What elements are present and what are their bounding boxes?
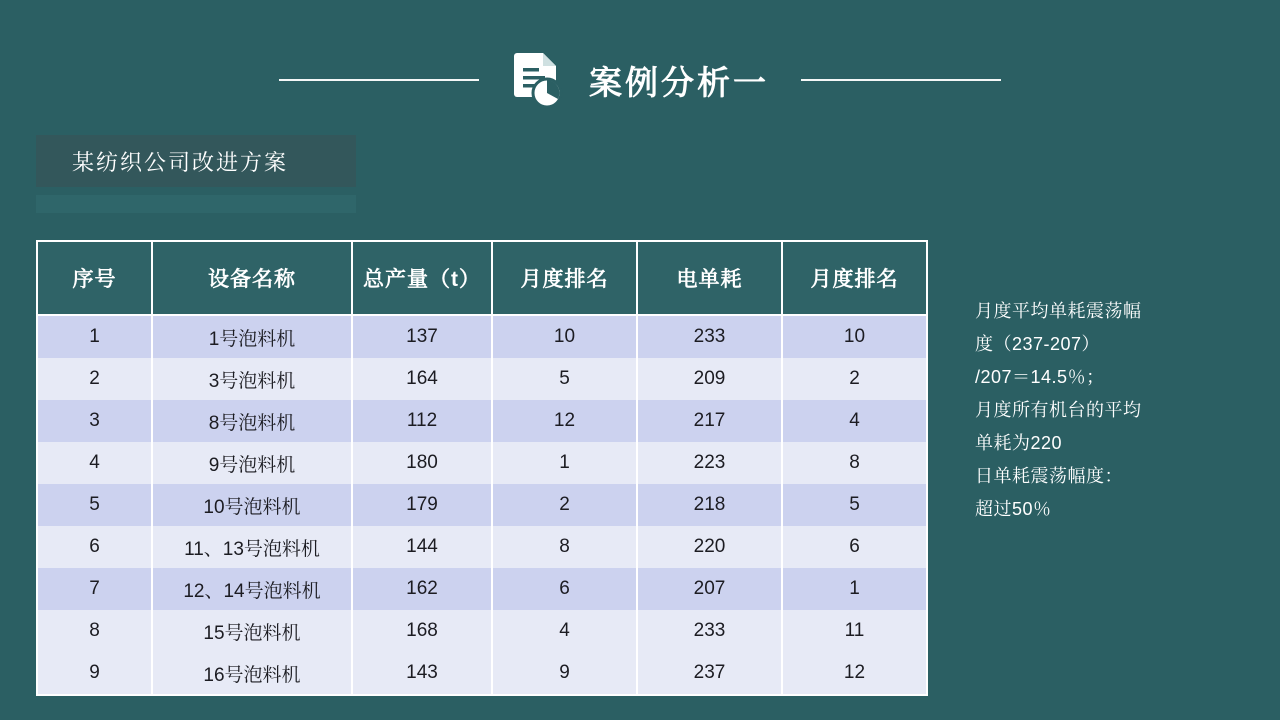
cell-monthly-rank-1: 6 bbox=[492, 568, 637, 610]
cell-unit-power: 207 bbox=[637, 568, 782, 610]
table-row bbox=[37, 442, 927, 484]
cell-unit-power: 220 bbox=[637, 526, 782, 568]
cell-monthly-rank-1: 8 bbox=[492, 526, 637, 568]
table-header-row bbox=[37, 241, 927, 315]
cell-total-output: 137 bbox=[352, 315, 492, 358]
cell-total-output: 144 bbox=[352, 526, 492, 568]
cell-unit-power: 237 bbox=[637, 652, 782, 695]
cell-monthly-rank-2: 10 bbox=[782, 315, 927, 358]
cell-unit-power: 217 bbox=[637, 400, 782, 442]
cell-device-name: 1号泡料机 bbox=[152, 315, 352, 358]
cell-index: 9 bbox=[37, 652, 152, 695]
cell-index: 3 bbox=[37, 400, 152, 442]
cell-device-name: 15号泡料机 bbox=[152, 610, 352, 652]
cell-total-output: 168 bbox=[352, 610, 492, 652]
cell-unit-power: 218 bbox=[637, 484, 782, 526]
cell-monthly-rank-2: 6 bbox=[782, 526, 927, 568]
column-header-unit-power: 电单耗 bbox=[637, 241, 782, 315]
table-row bbox=[37, 484, 927, 526]
column-header-device-name: 设备名称 bbox=[152, 241, 352, 315]
table-row bbox=[37, 610, 927, 652]
note-line: 月度平均单耗震荡幅 bbox=[975, 301, 1142, 321]
data-table-container bbox=[36, 240, 926, 696]
table-row bbox=[37, 358, 927, 400]
column-header-monthly-rank-1: 月度排名 bbox=[492, 241, 637, 315]
cell-monthly-rank-2: 12 bbox=[782, 652, 927, 695]
table-row bbox=[37, 400, 927, 442]
cell-device-name: 12、14号泡料机 bbox=[152, 568, 352, 610]
document-report-icon bbox=[511, 51, 563, 109]
column-header-index: 序号 bbox=[37, 241, 152, 315]
cell-monthly-rank-2: 11 bbox=[782, 610, 927, 652]
cell-device-name: 9号泡料机 bbox=[152, 442, 352, 484]
section-tag bbox=[36, 135, 356, 187]
cell-monthly-rank-1: 1 bbox=[492, 442, 637, 484]
cell-unit-power: 223 bbox=[637, 442, 782, 484]
cell-device-name: 8号泡料机 bbox=[152, 400, 352, 442]
cell-index: 5 bbox=[37, 484, 152, 526]
table-row bbox=[37, 315, 927, 358]
cell-total-output: 179 bbox=[352, 484, 492, 526]
column-header-total-output: 总产量（t） bbox=[352, 241, 492, 315]
cell-monthly-rank-2: 5 bbox=[782, 484, 927, 526]
cell-monthly-rank-2: 8 bbox=[782, 442, 927, 484]
note-line: 单耗为220 bbox=[975, 433, 1063, 453]
cell-total-output: 112 bbox=[352, 400, 492, 442]
note-line: 超过50％ bbox=[975, 499, 1052, 519]
cell-monthly-rank-1: 10 bbox=[492, 315, 637, 358]
cell-index: 2 bbox=[37, 358, 152, 400]
cell-index: 6 bbox=[37, 526, 152, 568]
column-header-monthly-rank-2: 月度排名 bbox=[782, 241, 927, 315]
cell-total-output: 164 bbox=[352, 358, 492, 400]
cell-monthly-rank-1: 5 bbox=[492, 358, 637, 400]
analysis-notes bbox=[975, 295, 1255, 526]
cell-monthly-rank-2: 2 bbox=[782, 358, 927, 400]
note-line: 日单耗震荡幅度： bbox=[975, 466, 1123, 486]
cell-device-name: 10号泡料机 bbox=[152, 484, 352, 526]
cell-monthly-rank-2: 4 bbox=[782, 400, 927, 442]
table-row bbox=[37, 568, 927, 610]
cell-index: 4 bbox=[37, 442, 152, 484]
cell-monthly-rank-1: 9 bbox=[492, 652, 637, 695]
table-row bbox=[37, 652, 927, 695]
cell-index: 8 bbox=[37, 610, 152, 652]
cell-total-output: 180 bbox=[352, 442, 492, 484]
cell-unit-power: 233 bbox=[637, 315, 782, 358]
cell-monthly-rank-1: 12 bbox=[492, 400, 637, 442]
section-tag-label: 某纺织公司改进方案 bbox=[72, 149, 289, 175]
data-table bbox=[36, 240, 928, 696]
cell-unit-power: 209 bbox=[637, 358, 782, 400]
cell-monthly-rank-1: 2 bbox=[492, 484, 637, 526]
cell-device-name: 11、13号泡料机 bbox=[152, 526, 352, 568]
section-tag-shadow bbox=[36, 195, 356, 213]
cell-monthly-rank-1: 4 bbox=[492, 610, 637, 652]
cell-index: 1 bbox=[37, 315, 152, 358]
note-line: /207＝14.5％； bbox=[975, 367, 1105, 387]
cell-monthly-rank-2: 1 bbox=[782, 568, 927, 610]
cell-device-name: 3号泡料机 bbox=[152, 358, 352, 400]
note-line: 度（237-207） bbox=[975, 334, 1101, 354]
cell-unit-power: 233 bbox=[637, 610, 782, 652]
cell-index: 7 bbox=[37, 568, 152, 610]
header-divider-right bbox=[801, 79, 1001, 81]
cell-total-output: 162 bbox=[352, 568, 492, 610]
header-divider-left bbox=[279, 79, 479, 81]
page-title: 案例分析一 bbox=[589, 63, 769, 101]
table-row bbox=[37, 526, 927, 568]
slide-header bbox=[0, 48, 1280, 112]
note-line: 月度所有机台的平均 bbox=[975, 400, 1142, 420]
cell-total-output: 143 bbox=[352, 652, 492, 695]
cell-device-name: 16号泡料机 bbox=[152, 652, 352, 695]
